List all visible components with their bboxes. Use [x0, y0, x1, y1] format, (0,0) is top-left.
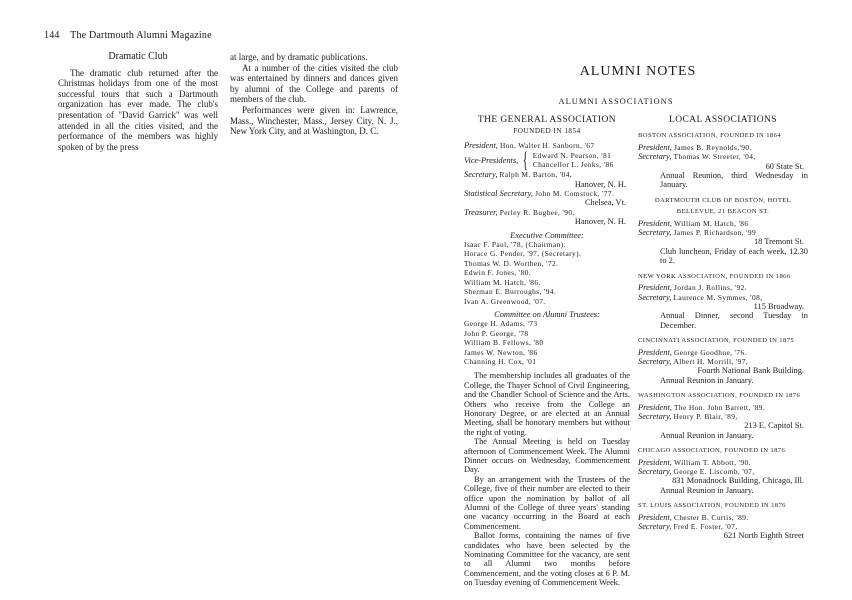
club-note: Club luncheon, Friday of each week, 12.30 to 2.	[660, 246, 808, 266]
alumni-associations-subtitle: ALUMNI ASSOCIATIONS	[558, 96, 674, 106]
local-associations-heading: LOCAL ASSOCIATIONS	[669, 115, 777, 125]
dramatic-club-col1	[58, 52, 218, 152]
trustees-committee-member: John P. George, '78	[464, 328, 529, 338]
trustees-committee-list	[464, 319, 630, 366]
local-associations-col	[638, 116, 808, 541]
general-secretary: Secretary, Ralph M. Barton, '04,	[464, 170, 573, 180]
cincinnati-note: Annual Reunion in January.	[660, 375, 754, 385]
club-address: 18 Tremont St.	[753, 237, 804, 247]
cincinnati-president: President, George Goodhue, '76.	[638, 347, 747, 357]
executive-committee-member: Sherman E. Burroughs, '94.	[464, 287, 557, 297]
magazine-title: The Dartmouth Alumni Magazine	[70, 30, 212, 41]
executive-committee-member: Thomas W. D. Worthen, '72.	[464, 258, 559, 268]
trustees-committee-member: James W. Newton, '86	[464, 347, 538, 357]
annual-meeting-paragraph: The Annual Meeting is held on Tuesday afternoon of Commencement Week. The Alumni Dinner occurs on Wednesday, Commencement Day.	[464, 437, 630, 475]
dramatic-club-col2	[230, 52, 398, 137]
ny-address: 115 Broadway.	[753, 301, 804, 311]
st-louis-president: President, Chester B. Curtis, '89.	[638, 512, 749, 522]
membership-paragraph: The membership includes all graduates of the College, the Thayer School of Civil Engineering, and the Chandler School of Science and the Arts. Others who receive from the College an Honorary Degree, or are elected at an Annual Meeting, shall be honorary members but without the right of voting.	[464, 371, 630, 437]
chicago-president: President, William T. Abbott, '90.	[638, 457, 751, 467]
club-heading-2: BELLEVUE, 21 BEACON ST.	[676, 208, 770, 216]
chicago-note: Annual Reunion in January.	[660, 485, 754, 495]
dramatic-club-text-4: Performances were given in: Lawrence, Mass., Winchester, Mass., Jersey City, N. J., New York City, and at Washington, D. C.	[230, 104, 398, 137]
chicago-secretary: Secretary, George E. Liscomb, '07,	[638, 467, 755, 476]
ny-heading: NEW YORK ASSOCIATION, FOUNDED IN 1866	[638, 272, 791, 280]
executive-committee-member: Horace G. Pender, '97, (Secretary).	[464, 249, 582, 259]
ny-president: President, Jordan J. Rollins, '92.	[638, 283, 747, 293]
ballot-forms-paragraph: Ballot forms, containing the names of five candidates who have been selected by the Nominating Committee for the vacancy, are sent to all Alumni two months before Commencement, and the voting closes at 6 P. M. on Tuesday evening of Commencement Week.	[464, 531, 630, 588]
chicago-address: 831 Monadnock Building, Chicago, Ill.	[672, 476, 804, 486]
club-heading-1: DARTMOUTH CLUB OF BOSTON, HOTEL	[654, 196, 792, 204]
boston-president: President, James B. Reynolds,'90.	[638, 142, 752, 152]
trustees-arrangement-paragraph: By an arrangement with the Trustees of the College, five of their number are elected to their office upon the nomination by ballot of all Alumni of the College of three years' standing one vacancy occurring in the Board at each Commencement.	[464, 474, 630, 531]
page-number: 144	[44, 30, 60, 41]
washington-secretary: Secretary, Henry P. Blair, '89,	[638, 411, 738, 421]
boston-address: 60 State St.	[765, 161, 804, 171]
club-secretary: Secretary, James P. Richardson, '99	[638, 228, 757, 238]
cincinnati-heading: CINCINNATI ASSOCIATION, FOUNDED IN 1875	[638, 337, 795, 345]
executive-committee-list	[464, 240, 630, 306]
st-louis-address: 621 North Eighth Street	[723, 531, 804, 541]
trustees-committee-heading: Committee on Alumni Trustees:	[494, 309, 600, 319]
executive-committee-member: Isaac F. Paul, '78, (Chairman).	[464, 240, 566, 250]
dramatic-club-text-3: At a number of the cities visited the club was entertained by dinners and dances given by alumni of the College and parents of members of the club.	[230, 62, 398, 105]
st-louis-secretary: Secretary, Fred E. Foster, '07,	[638, 522, 738, 532]
trustees-committee-member: William B. Fellows, '80	[464, 338, 544, 348]
right-page	[426, 0, 852, 600]
washington-address: 213 E. Capitol St.	[744, 421, 804, 431]
general-vice-presidents: Vice-Presidents, { Edward N. Pearson, '81 Chancellor L. Jenks, '86	[464, 147, 614, 173]
alumni-notes-title: ALUMNI NOTES	[579, 64, 697, 79]
executive-committee-member: William M. Hatch, '86.	[464, 277, 541, 287]
ny-secretary: Secretary, Laurence M. Symmes, '08,	[638, 292, 763, 302]
general-association-col	[464, 116, 630, 588]
st-louis-heading: ST. LOUIS ASSOCIATION, FOUNDED IN 1876	[638, 502, 786, 510]
general-statistical-address: Chelsea, Vt.	[584, 198, 626, 208]
boston-secretary: Secretary, Thomas W. Streeter, '04,	[638, 152, 756, 162]
dramatic-club-text-2: at large, and by dramatic publications.	[230, 52, 368, 62]
dramatic-club-heading: Dramatic Club	[108, 51, 168, 62]
boston-heading: BOSTON ASSOCIATION, FOUNDED IN 1864	[638, 132, 782, 140]
club-president: President, William M. Hatch, '86	[638, 218, 749, 228]
trustees-committee-member: George H. Adams, '73	[464, 319, 538, 329]
cincinnati-address: Fourth National Bank Building.	[697, 366, 804, 376]
general-secretary-address: Hanover, N. H.	[574, 179, 626, 189]
page-header	[44, 30, 212, 41]
ny-note: Annual Dinner, second Tuesday in December.	[660, 311, 808, 330]
general-statistical-secretary: Statistical Secretary, John M. Comstock, '77.	[464, 189, 615, 199]
general-founded: FOUNDED IN 1854	[513, 127, 581, 136]
cincinnati-secretary: Secretary, Albert H. Morrill, '97,	[638, 356, 749, 366]
general-treasurer-address: Hanover, N. H.	[574, 217, 626, 227]
executive-committee-heading: Executive Committee:	[510, 230, 584, 240]
washington-heading: WASHINGTON ASSOCIATION, FOUNDED IN 1876	[638, 392, 801, 400]
dramatic-club-text-1: The dramatic club returned after the Christmas holidays from one of the most successful tours that such a Dartmouth organization has ever made. The club's presentation of "David Garrick" was well attended in all the cities visited, and the performance of the members was highly spoken of by the press	[58, 67, 218, 152]
washington-note: Annual Reunion in January.	[660, 430, 754, 440]
executive-committee-member: Ivan A. Greenwood, '07.	[464, 296, 546, 306]
washington-president: President, The Hon. John Barrett, '89.	[638, 402, 766, 412]
general-treasurer: Treasurer, Perley R. Bugbee, '90,	[464, 207, 575, 217]
boston-note: Annual Reunion, third Wednesday in January.	[660, 171, 808, 190]
trustees-committee-member: Channing H. Cox, '01	[464, 356, 537, 366]
general-president: President, Hon. Walter H. Sanborn, '67	[464, 140, 595, 150]
chicago-heading: CHICAGO ASSOCIATION, FOUNDED IN 1876	[638, 447, 786, 455]
executive-committee-member: Edwin F. Jones, '80.	[464, 268, 532, 278]
general-association-heading: THE GENERAL ASSOCIATION	[477, 115, 617, 125]
